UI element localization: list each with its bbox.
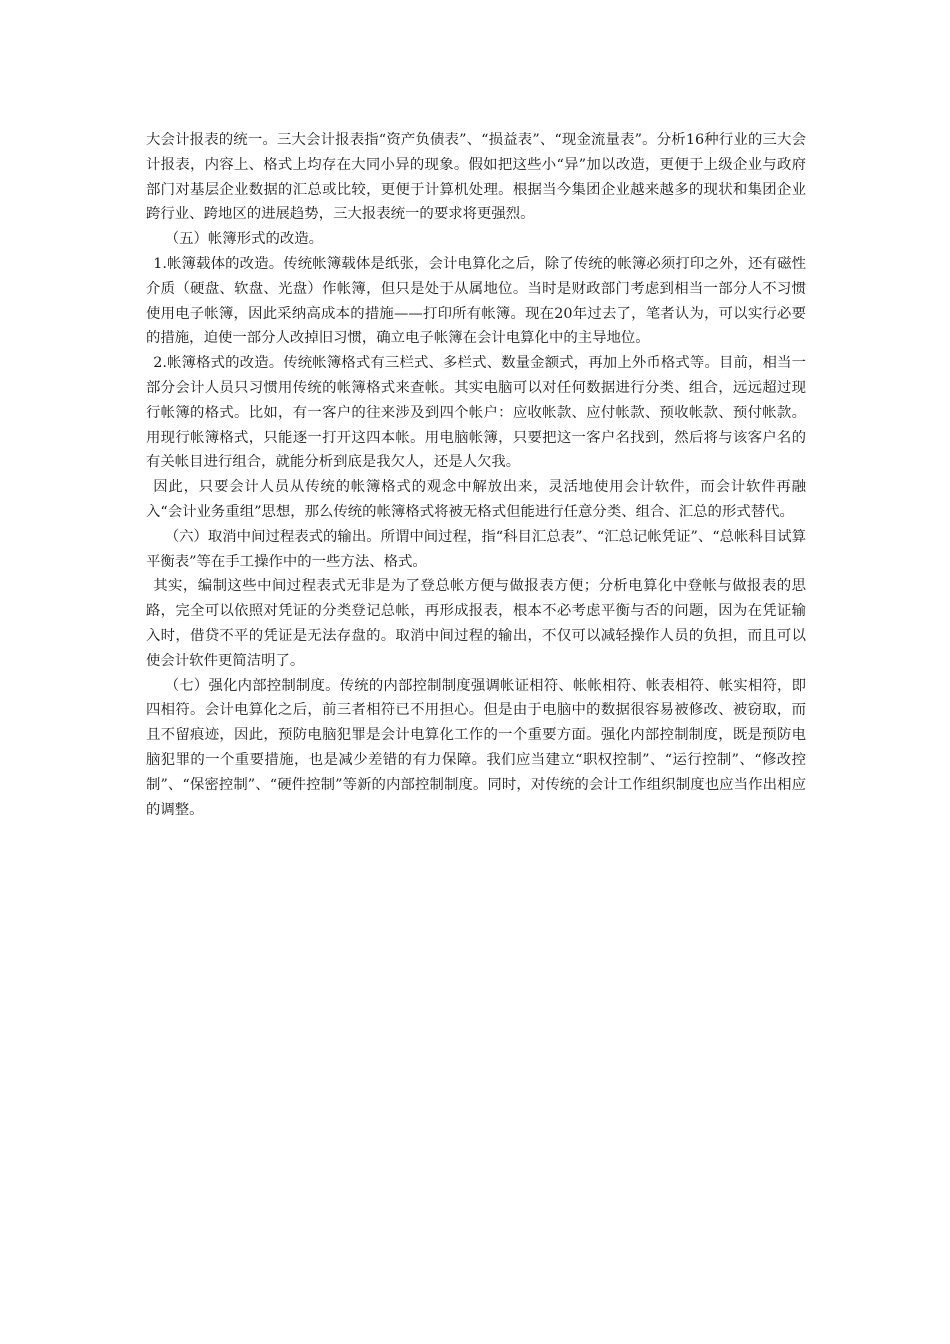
paragraph-ledger-carrier: 1.帐簿载体的改造。传统帐簿载体是纸张，会计电算化之后，除了传统的帐簿必须打印之外，还有磁性介质（硬盘、软盘、光盘）作帐簿，但只是处于从属地位。当时是财政部门考虑到相当一部分人不习惯使用电子帐簿，因此采纳高成本的措施——打印所有帐簿。现在20年过去了，笔者认为，可以实行必要的措施，迫使一部分人改掉旧习惯，确立电子帐簿在会计电算化中的主导地位。 [146, 255, 806, 347]
document-body [146, 128, 806, 822]
paragraph-report-unification: 大会计报表的统一。三大会计报表指“资产负债表”、“损益表”、“现金流量表”。分析16种行业的三大会计报表，内容上、格式上均存在大同小异的现象。假如把这些小“异”加以改造，更便于上级企业与政府部门对基层企业数据的汇总或比较，更便于计算机处理。根据当今集团企业越来越多的现状和集团企业跨行业、跨地区的进展趋势，三大报表统一的要求将更强烈。 [146, 132, 806, 223]
paragraph-heading-intermediate-output: （六）取消中间过程表式的输出。所谓中间过程，指“科目汇总表”、“汇总记帐凭证”、“总帐科目试算平衡表”等在手工操作中的一些方法、格式。 [146, 528, 806, 570]
paragraph-internal-control: （七）强化内部控制制度。传统的内部控制制度强调帐证相符、帐帐相符、帐表相符、帐实相符，即四相符。会计电算化之后，前三者相符已不用担心。但是由于电脑中的数据很容易被修改、被窃取，而且不留痕迹，因此，预防电脑犯罪是会计电算化工作的一个重要方面。强化内部控制制度，既是预防电脑犯罪的一个重要措施，也是减少差错的有力保障。我们应当建立“职权控制”、“运行控制”、“修改控制”、“保密控制”、“硬件控制”等新的内部控制制度。同时，对传统的会计工作组织制度也应当作出相应的调整。 [146, 677, 806, 818]
paragraph-heading-ledger-reform: （五）帐簿形式的改造。 [164, 231, 324, 248]
paragraph-intermediate-output: 其实，编制这些中间过程表式无非是为了登总帐方便与做报表方便；分析电算化中登帐与做报表的思路，完全可以依照对凭证的分类登记总帐，再形成报表，根本不必考虑平衡与否的问题，因为在凭证输入时，借贷不平的凭证是无法存盘的。取消中间过程的输出，不仅可以减轻操作人员的负担，而且可以使会计软件更简洁明了。 [146, 578, 806, 669]
paragraph-ledger-format: 2.帐簿格式的改造。传统帐簿格式有三栏式、多栏式、数量金额式，再加上外币格式等。目前，相当一部分会计人员只习惯用传统的帐簿格式来查帐。其实电脑可以对任何数据进行分类、组合，远远超过现行帐簿的格式。比如，有一客户的往来涉及到四个帐户：应收帐款、应付帐款、预收帐款、预付帐款。用现行帐簿格式，只能逐一打开这四本帐。用电脑帐簿，只要把这一客户名找到，然后将与该客户名的有关帐目进行组合，就能分析到底是我欠人，还是人欠我。 [146, 355, 806, 471]
paragraph-ledger-conclusion: 因此，只要会计人员从传统的帐簿格式的观念中解放出来，灵活地使用会计软件，而会计软件再融入“会计业务重组”思想，那么传统的帐簿格式将被无格式但能进行任意分类、组合、汇总的形式替代。 [146, 479, 806, 520]
